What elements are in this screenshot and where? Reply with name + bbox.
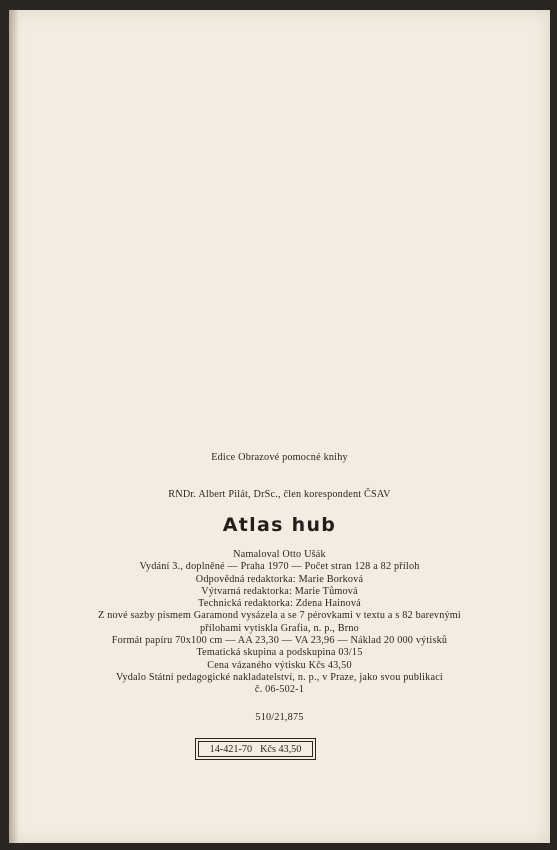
order-code: 510/21,875: [255, 712, 304, 723]
price-box-price: Kčs 43,50: [260, 743, 302, 755]
book-page: [9, 10, 550, 843]
imprint-line: Výtvarná redaktorka: Marie Tůmová: [201, 585, 358, 597]
imprint-line: Technická redaktorka: Zdena Hainová: [198, 598, 361, 610]
author-line: RNDr. Albert Pilát, DrSc., člen korespondent ČSAV: [168, 489, 391, 500]
imprint-line: Tematická skupina a podskupina 03/15: [196, 647, 363, 659]
edition-series: Edice Obrazové pomocné knihy: [211, 452, 348, 463]
book-title: Atlas hub: [222, 514, 337, 536]
price-box-code: 14-421-70: [209, 743, 253, 755]
imprint-line: č. 06-502-1: [254, 684, 305, 696]
imprint-line: Odpovědná redaktorka: Marie Borková: [195, 573, 364, 585]
imprint-line: Namaloval Otto Ušák: [233, 549, 326, 560]
imprint-line: Vydalo Státní pedagogické nakladatelství, n. p., v Praze, jako svou publikaci: [116, 671, 443, 683]
imprint-line: přílohami vytiskla Grafia, n. p., Brno: [200, 622, 359, 634]
price-box: [195, 738, 316, 760]
imprint-line: Vydání 3., doplněné — Praha 1970 — Počet stran 128 a 82 příloh: [139, 561, 420, 573]
imprint-line: Z nové sazby písmem Garamond vysázela a se 7 pérovkami v textu a s 82 barevnými: [98, 610, 461, 622]
imprint-details: [9, 549, 550, 697]
price-box-inner: [198, 741, 313, 757]
imprint-line: Cena vázaného výtisku Kčs 43,50: [207, 659, 352, 671]
imprint-line: Formát papíru 70x100 cm — AA 23,30 — VA 23,96 — Náklad 20 000 výtisků: [111, 635, 448, 647]
